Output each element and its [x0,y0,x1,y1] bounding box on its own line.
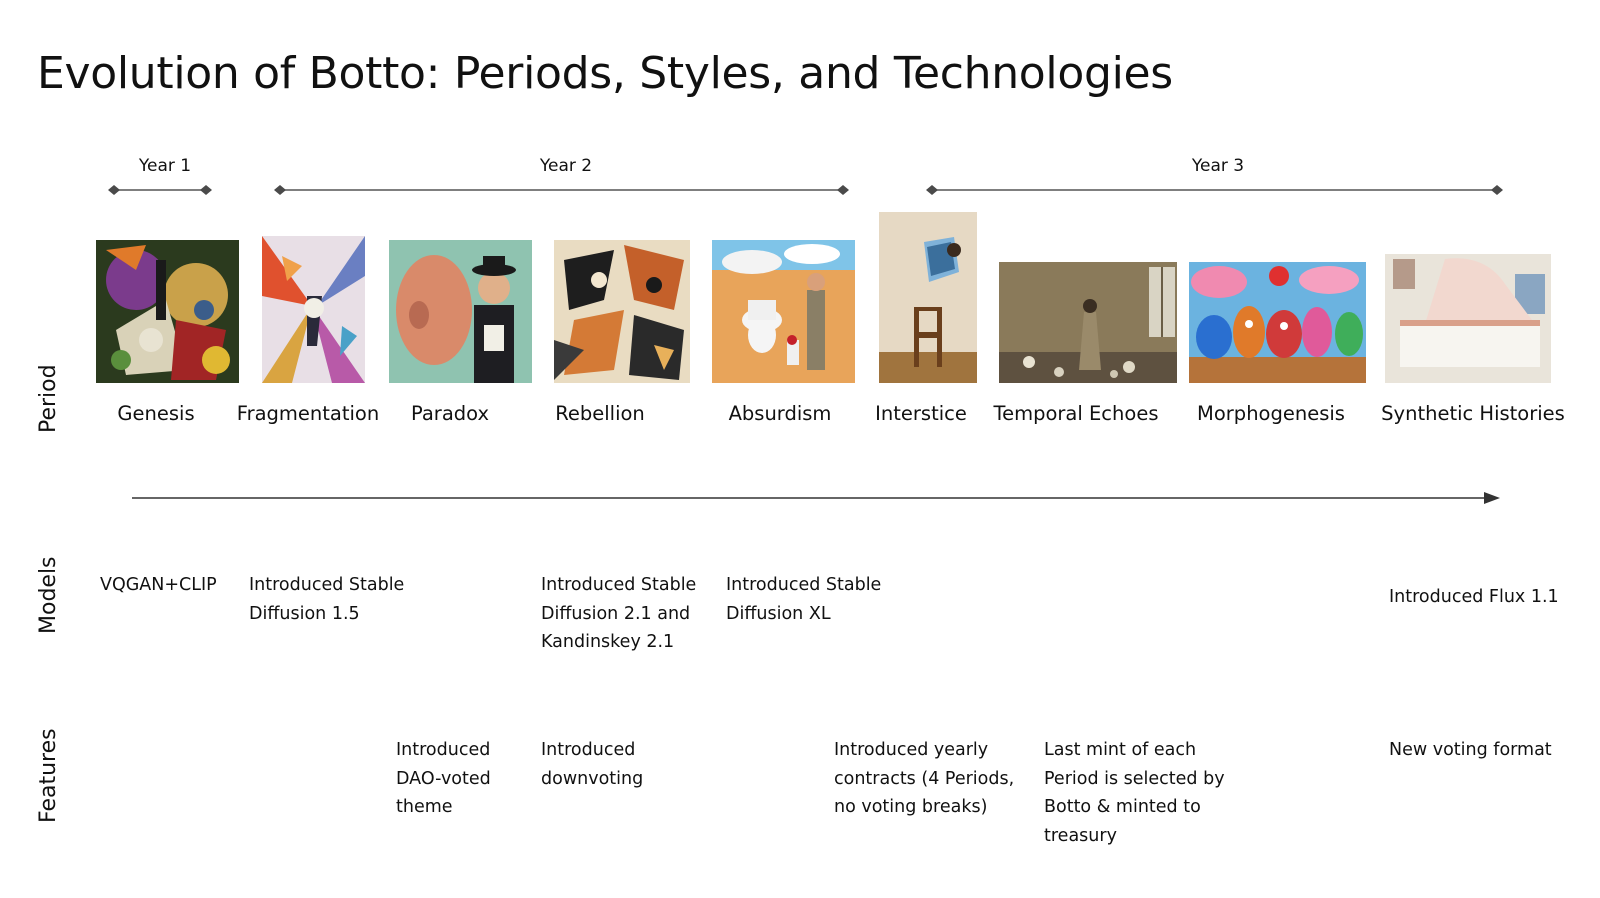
period-name-paradox: Paradox [410,402,490,425]
period-name-morphogenesis: Morphogenesis [1197,402,1345,425]
row-label-models: Models [36,556,61,634]
feature-note-voting-format: New voting format [1389,740,1552,760]
feature-note-dao-theme: Introduced DAO-voted theme [396,740,491,818]
year-1-label: Year 1 [138,156,192,176]
model-note-sd-2-1-kandinskey: Introduced Stable Diffusion 2.1 and Kandinskey 2.1 [541,575,697,653]
model-note-sd-xl: Introduced Stable Diffusion XL [726,575,882,624]
synthetic-histories-artwork [1385,254,1551,383]
interstice-artwork [879,212,977,383]
year-1-bracket [108,185,212,195]
temporal-echoes-artwork [999,262,1177,383]
morphogenesis-artwork [1189,262,1366,383]
feature-note-yearly-contracts: Introduced yearly contracts (4 Periods, no voting breaks) [834,740,1015,818]
feature-note-downvoting: Introduced downvoting [541,740,644,789]
model-note-sd-1-5: Introduced Stable Diffusion 1.5 [249,575,405,624]
model-note-vqgan-clip: VQGAN+CLIP [100,575,217,595]
period-name-temporal-echoes: Temporal Echoes [993,402,1159,425]
period-name-genesis: Genesis [117,402,195,425]
year-2-bracket [274,185,849,195]
period-name-absurdism: Absurdism [728,402,832,425]
feature-note-last-mint: Last mint of each Period is selected by Botto & minted to treasury [1044,740,1225,847]
fragmentation-artwork [262,236,365,383]
period-name-interstice: Interstice [875,402,967,425]
model-note-flux-1-1: Introduced Flux 1.1 [1389,587,1559,607]
period-name-synthetic-histories: Synthetic Histories [1381,402,1565,425]
rebellion-artwork [554,240,690,383]
absurdism-artwork [712,240,855,383]
period-name-fragmentation: Fragmentation [236,402,380,425]
row-label-period: Period [36,364,61,433]
row-label-features: Features [36,728,61,823]
year-3-bracket [926,185,1503,195]
period-name-rebellion: Rebellion [555,402,645,425]
time-arrow [132,492,1500,504]
year-3-label: Year 3 [1191,156,1245,176]
year-2-label: Year 2 [539,156,593,176]
page-title: Evolution of Botto: Periods, Styles, and Technologies [37,48,1173,99]
genesis-artwork [96,240,239,383]
paradox-artwork [389,240,532,383]
